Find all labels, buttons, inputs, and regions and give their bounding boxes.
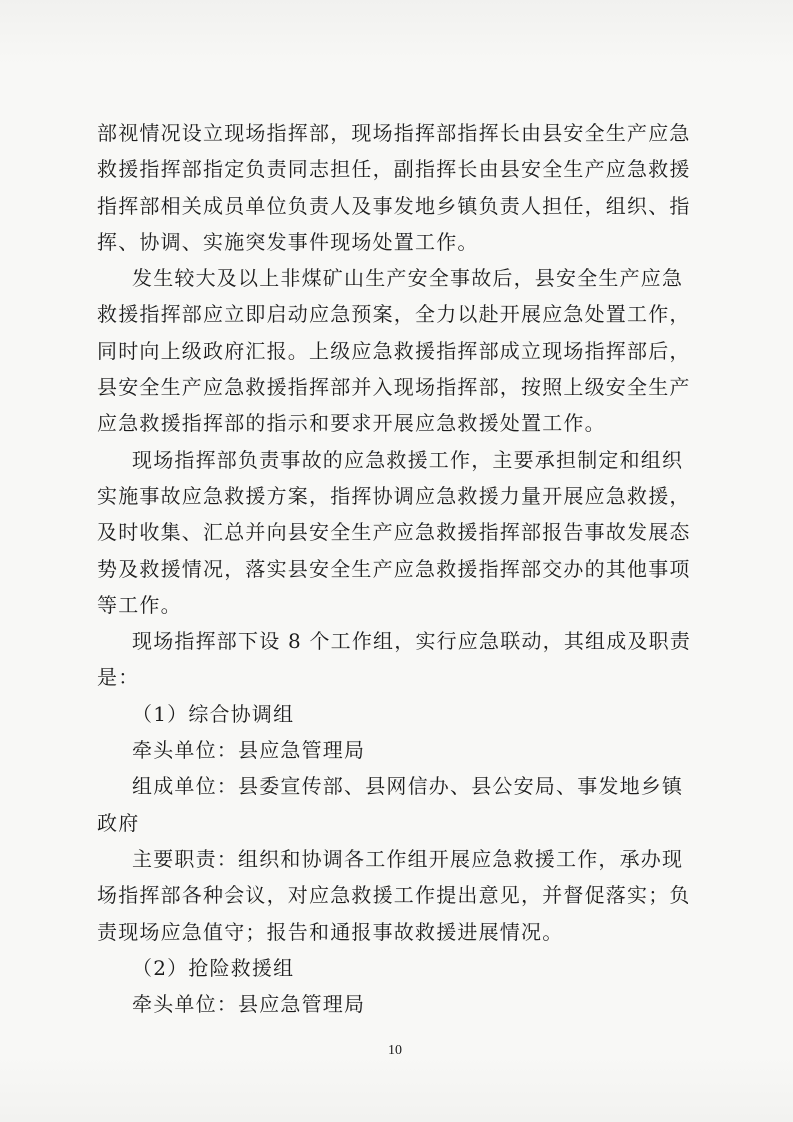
text-line: 挥、协调、实施突发事件现场处置工作。 [97, 229, 479, 254]
text-line: 现场指挥部负责事故的应急救援工作，主要承担制定和组织 [132, 447, 684, 472]
page-number: 10 [388, 1043, 402, 1058]
text-line: （2）抢险救援组 [132, 955, 295, 980]
text-line: 现场指挥部下设 8 个工作组，实行应急联动，其组成及职责 [132, 629, 692, 654]
text-line: 及时收集、汇总并向县安全生产应急救援指挥部报告事故发展态 [97, 520, 691, 545]
document-body [97, 115, 707, 1022]
text-line: 是： [97, 665, 140, 690]
text-line: 牵头单位：县应急管理局 [132, 738, 366, 763]
text-line: 救援指挥部指定负责同志担任，副指挥长由县安全生产应急救援 [97, 157, 691, 182]
text-line: 发生较大及以上非煤矿山生产安全事故后，县安全生产应急 [132, 266, 684, 291]
text-line: 同时向上级政府汇报。上级应急救援指挥部成立现场指挥部后， [97, 338, 691, 363]
text-line: 等工作。 [97, 592, 182, 617]
text-line: 政府 [97, 810, 140, 835]
text-line: 县安全生产应急救援指挥部并入现场指挥部，按照上级安全生产 [97, 375, 691, 400]
text-line: 组成单位：县委宣传部、县网信办、县公安局、事发地乡镇 [132, 774, 684, 799]
text-line: 场指挥部各种会议，对应急救援工作提出意见，并督促落实；负 [97, 883, 691, 908]
text-line: 责现场应急值守；报告和通报事故救援进展情况。 [97, 919, 564, 944]
text-line: 部视情况设立现场指挥部，现场指挥部指挥长由县安全生产应急 [97, 121, 691, 145]
text-line: 救援指挥部应立即启动应急预案，全力以赴开展应急处置工作， [97, 302, 691, 327]
text-line: 主要职责：组织和协调各工作组开展应急救援工作，承办现 [132, 846, 684, 871]
text-line: 应急救援指挥部的指示和要求开展应急救援处置工作。 [97, 411, 606, 436]
text-line: （1）综合协调组 [132, 701, 295, 726]
text-line: 势及救援情况，落实县安全生产应急救援指挥部交办的其他事项 [97, 556, 691, 581]
text-line: 牵头单位：县应急管理局 [132, 992, 366, 1017]
text-line: 实施事故应急救援方案，指挥协调应急救援力量开展应急救援， [97, 483, 691, 508]
text-line: 指挥部相关成员单位负责人及事发地乡镇负责人担任，组织、指 [97, 193, 691, 218]
